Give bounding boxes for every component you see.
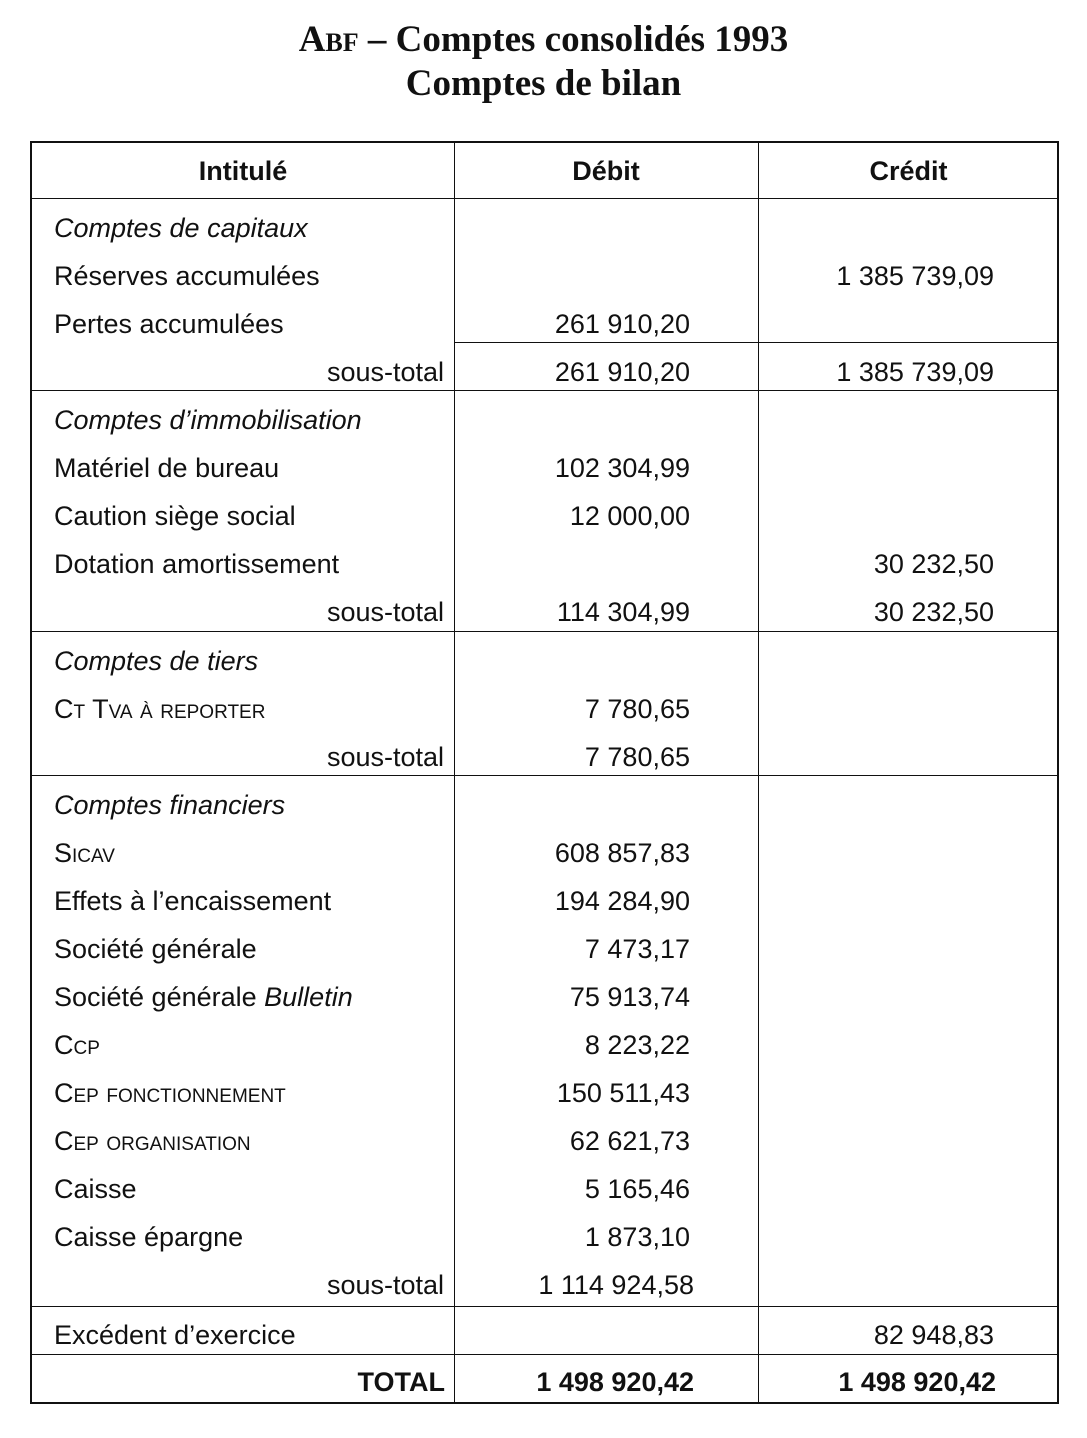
row-label: Pertes accumulées: [54, 309, 284, 339]
header-credit: Crédit: [869, 156, 948, 186]
subtotal-label: sous-total: [326, 357, 444, 387]
subtotal-credit: 1 385 739,09: [836, 357, 994, 387]
row-label: Cep fonctionnement: [54, 1078, 286, 1108]
row-debit: 261 910,20: [554, 309, 690, 339]
section-heading-tiers: Comptes de tiers: [54, 646, 259, 676]
row-label: Sicav: [54, 838, 115, 868]
total-label: TOTAL: [357, 1367, 445, 1397]
row-label: Caisse épargne: [54, 1222, 244, 1252]
row-debit: 12 000,00: [569, 501, 690, 531]
column-divider-2: [758, 143, 759, 1402]
section-divider: [32, 775, 1057, 776]
row-label: Dotation amortissement: [54, 549, 340, 579]
row-debit: 7 780,65: [584, 694, 690, 724]
header-divider: [32, 198, 1057, 199]
section-heading-financiers: Comptes financiers: [54, 790, 286, 820]
row-debit: 75 913,74: [569, 982, 690, 1012]
row-debit: 608 857,83: [554, 838, 690, 868]
section-divider: [32, 631, 1057, 632]
row-label: [54, 980, 353, 1014]
subtotal-divider: [454, 342, 1057, 343]
row-label-text: Société générale: [54, 982, 265, 1012]
row-label: Caisse: [54, 1174, 137, 1204]
row-label: Réserves accumulées: [54, 261, 320, 291]
row-label: Cep organisation: [54, 1126, 251, 1156]
row-label: Matériel de bureau: [54, 453, 280, 483]
row-credit: 30 232,50: [873, 549, 994, 579]
section-heading-capitaux: Comptes de capitaux: [54, 213, 308, 243]
row-credit: 1 385 739,09: [836, 261, 994, 291]
subtotal-debit: 261 910,20: [554, 357, 690, 387]
row-debit: 150 511,43: [556, 1078, 690, 1108]
total-divider: [32, 1354, 1057, 1355]
subtotal-debit: 114 304,99: [556, 597, 690, 627]
header-debit: Débit: [572, 156, 640, 186]
subtotal-label: sous-total: [326, 597, 444, 627]
title-abbreviation: Abf: [298, 19, 359, 60]
subtotal-credit: 30 232,50: [873, 597, 994, 627]
total-credit: 1 498 920,42: [838, 1367, 996, 1397]
row-debit: 194 284,90: [554, 886, 690, 916]
row-debit: 5 165,46: [584, 1174, 690, 1204]
row-debit: 1 873,10: [584, 1222, 690, 1252]
document-title: [0, 18, 1087, 106]
title-line-1: [0, 18, 1087, 62]
subtotal-debit: 7 780,65: [584, 742, 690, 772]
row-debit: 62 621,73: [569, 1126, 690, 1156]
row-debit: 7 473,17: [584, 934, 690, 964]
row-label: Société générale: [54, 934, 257, 964]
row-label-italic: Bulletin: [264, 982, 353, 1012]
subtotal-label: sous-total: [326, 742, 444, 772]
row-label: Effets à l’encaissement: [54, 886, 332, 916]
subtotal-debit: 1 114 924,58: [538, 1270, 694, 1300]
balance-sheet-table: [30, 141, 1059, 1404]
row-label: Caution siège social: [54, 501, 296, 531]
excedent-credit: 82 948,83: [873, 1320, 994, 1350]
section-divider: [32, 1306, 1057, 1307]
row-debit: 8 223,22: [584, 1030, 690, 1060]
title-line-2: Comptes de bilan: [405, 63, 682, 104]
row-debit: 102 304,99: [554, 453, 690, 483]
title-line-1-text: – Comptes consolidés 1993: [358, 19, 789, 60]
row-label: Ccp: [54, 1030, 100, 1060]
excedent-label: Excédent d’exercice: [54, 1320, 296, 1350]
total-debit: 1 498 920,42: [536, 1367, 694, 1397]
header-intitule: Intitulé: [198, 156, 288, 186]
row-label: Ct Tva à reporter: [54, 694, 266, 724]
section-heading-immobilisation: Comptes d’immobilisation: [54, 405, 362, 435]
section-divider: [32, 390, 1057, 391]
subtotal-label: sous-total: [326, 1270, 444, 1300]
